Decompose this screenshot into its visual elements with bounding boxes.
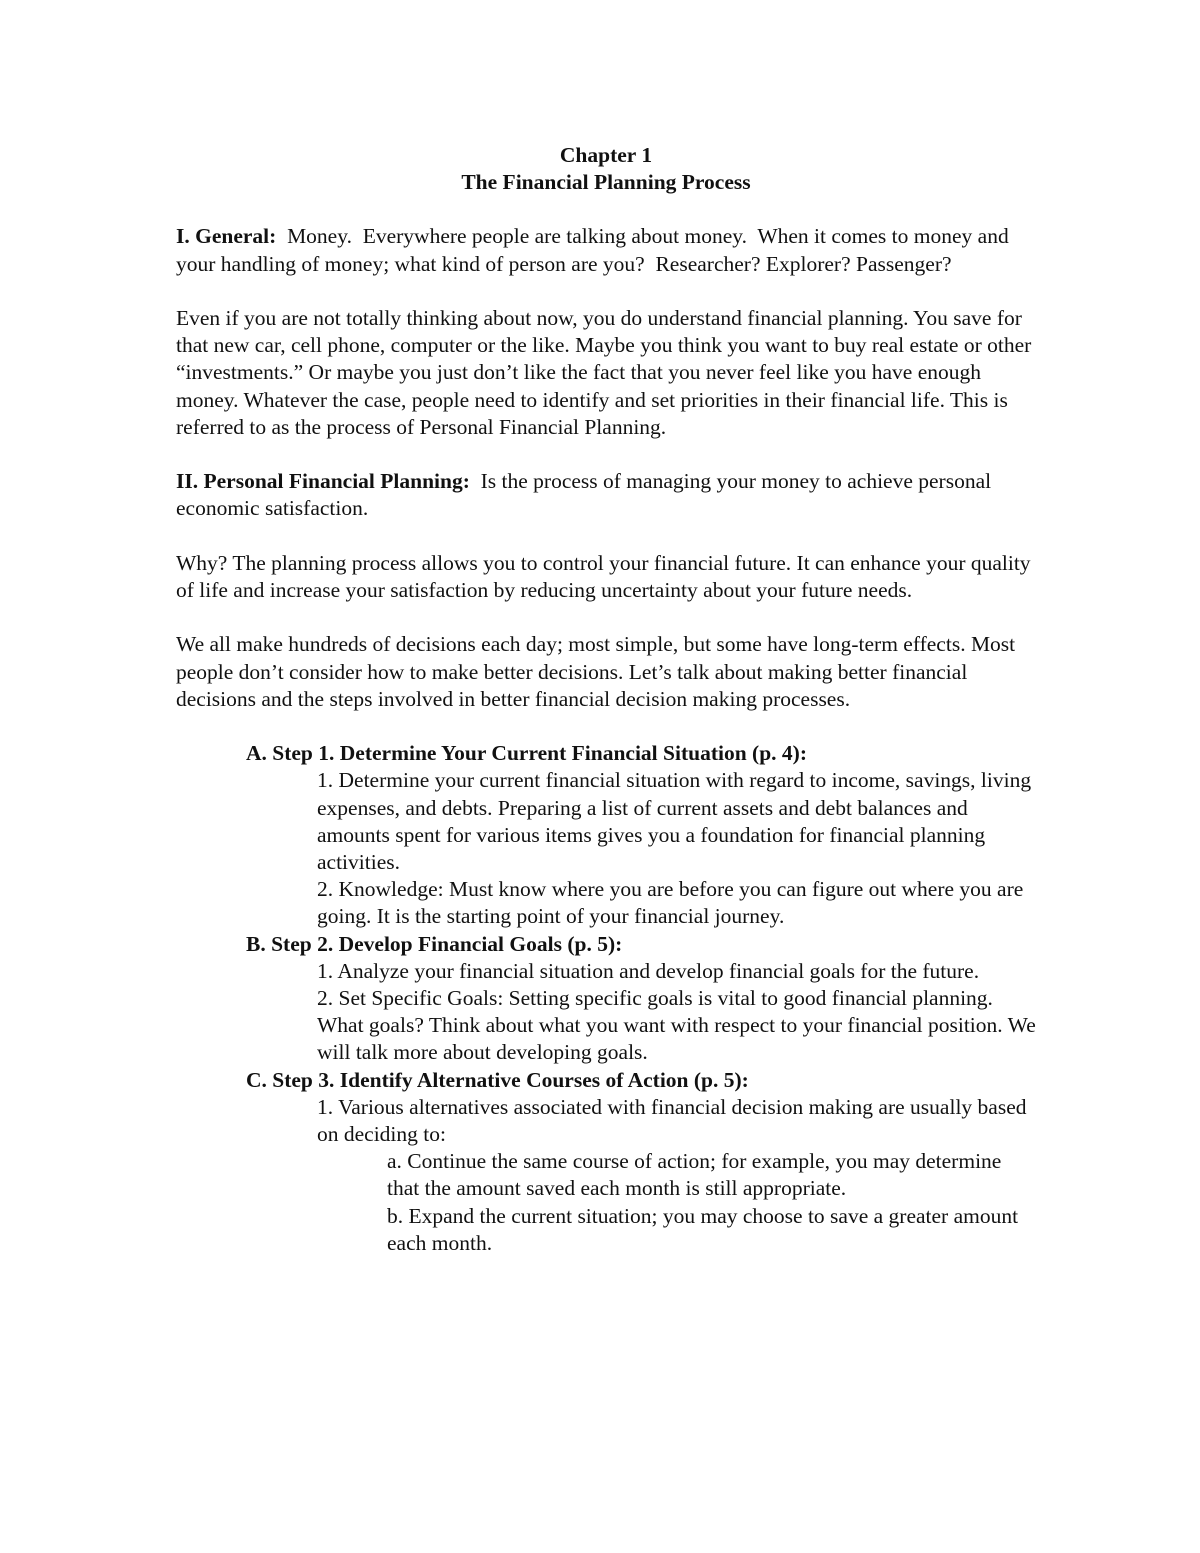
step-a-item-2: 2. Knowledge: Must know where you are before you can figure out where you are going. It is the starting point of your financial journey.	[317, 877, 1024, 929]
chapter-title-block	[176, 142, 1036, 196]
step-c	[176, 1067, 1036, 1257]
step-c-item-1: 1. Various alternatives associated with financial decision making are usually based on deciding to:	[317, 1094, 1027, 1147]
section-personal-financial-planning	[176, 468, 1036, 522]
paragraph-even-if: Even if you are not totally thinking about now, you do understand financial planning. You save for that new car, cell phone, computer or the like. Maybe you think you want to buy real estate or other “investments.” Or maybe you just don’t like the fact that you never feel like you have enough money. Whatever the case, people need to identify and set priorities in their financial life. This is referred to as the process of Personal Financial Planning.	[176, 306, 1032, 439]
step-b-item-2: 2. Set Specific Goals: Setting specific goals is vital to good financial planning. What goals? Think about what you want with respect to your financial position. We will talk more about developing goals.	[317, 986, 1036, 1065]
step-a	[176, 740, 1036, 930]
document-content	[176, 142, 1036, 1257]
step-b-items	[317, 958, 1036, 1067]
step-c-sub-a: a. Continue the same course of action; for example, you may determine that the amount saved each month is still appropriate.	[387, 1149, 1002, 1201]
step-c-subitems	[387, 1148, 1036, 1257]
step-c-sub-b: b. Expand the current situation; you may choose to save a greater amount each month.	[387, 1203, 1019, 1255]
step-b-heading: B. Step 2. Develop Financial Goals (p. 5):	[246, 931, 623, 956]
step-b	[176, 931, 1036, 1067]
section-pfp-text: Is the process of managing your money to achieve personal economic satisfaction.	[176, 469, 997, 521]
paragraph-why: Why? The planning process allows you to control your financial future. It can enhance your quality of life and increase your satisfaction by reducing uncertainty about your future needs.	[176, 550, 1031, 602]
chapter-number: Chapter 1	[559, 143, 653, 167]
step-c-heading: C. Step 3. Identify Alternative Courses of Action (p. 5):	[246, 1067, 749, 1092]
step-b-item-1: 1. Analyze your financial situation and develop financial goals for the future.	[317, 958, 980, 983]
section-general-label: I. General:	[176, 224, 277, 249]
step-c-items	[317, 1094, 1036, 1148]
step-a-heading: A. Step 1. Determine Your Current Financial Situation (p. 4):	[246, 741, 807, 766]
step-a-item-1: 1. Determine your current financial situation with regard to income, savings, living expenses, and debts. Preparing a list of current assets and debt balances and amounts spent for various items gives you a foundation for financial planning activities.	[317, 768, 1032, 874]
section-general	[176, 223, 1036, 277]
chapter-title: The Financial Planning Process	[461, 170, 751, 195]
section-general-text: Money. Everywhere people are talking about money. When it comes to money and your handling of money; what kind of person are you? Researcher? Explorer? Passenger?	[176, 224, 1015, 276]
step-a-items	[317, 767, 1036, 930]
paragraph-decisions: We all make hundreds of decisions each day; most simple, but some have long-term effects. Most people don’t consider how to make better decisions. Let’s talk about making better financial decisions and the steps involved in better financial decision making processes.	[176, 632, 1016, 711]
section-pfp-label: II. Personal Financial Planning:	[176, 469, 470, 494]
